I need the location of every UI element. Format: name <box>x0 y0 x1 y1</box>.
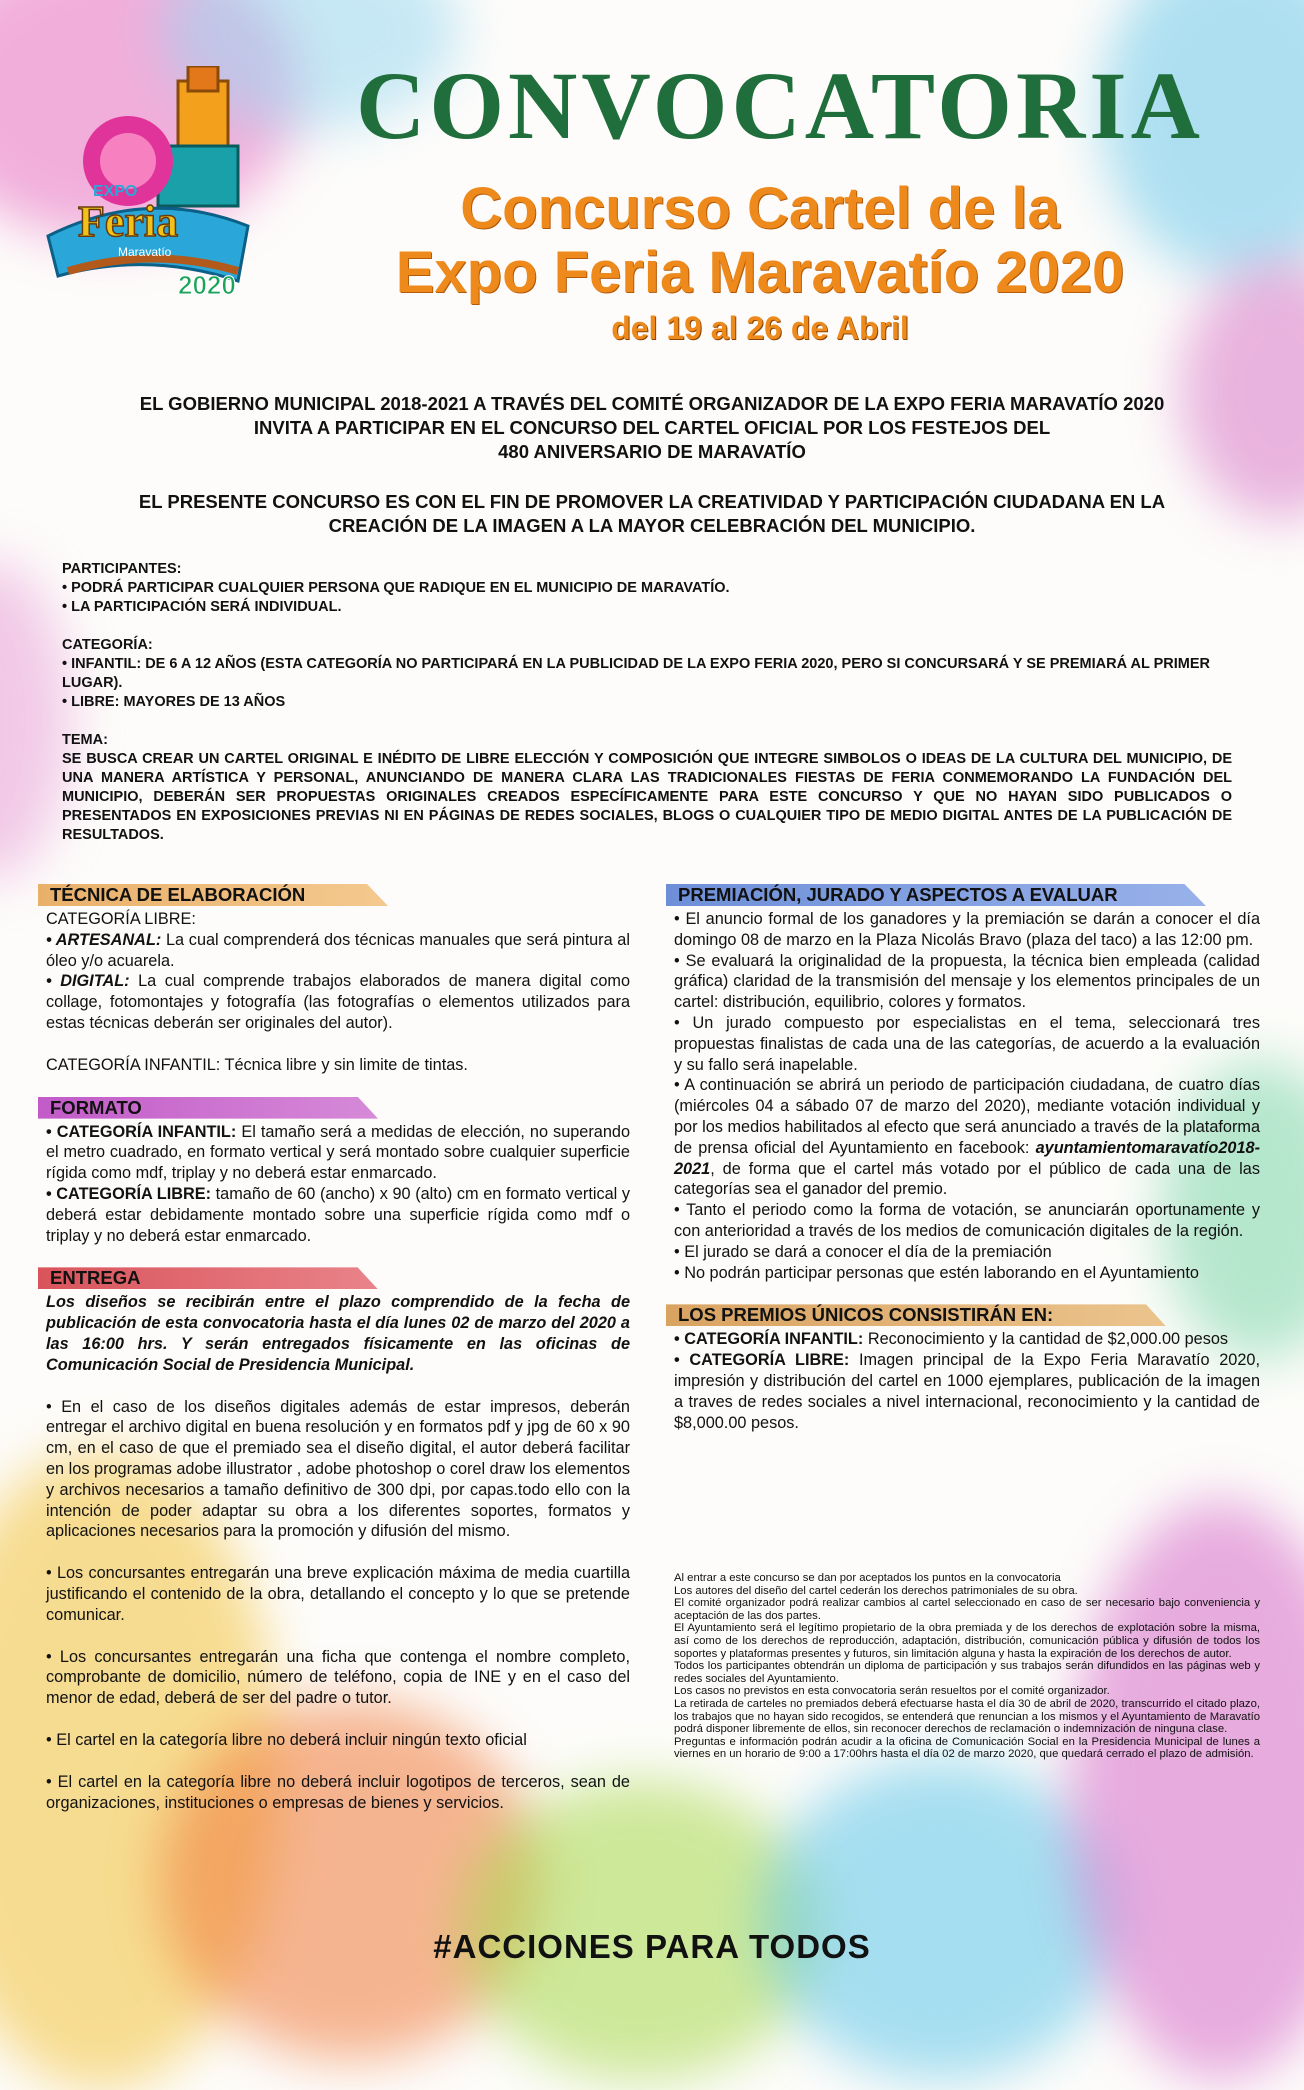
intro-paragraph-2: EL PRESENTE CONCURSO ES CON EL FIN DE PROMOVER LA CREATIVIDAD Y PARTICIPACIÓN CIUDADANA EN LA CREACIÓN DE LA IMAGEN A LA MAYOR CELEBRACIÓN DEL MUNICIPIO. <box>138 491 1166 536</box>
entrega-item: • El cartel en la categoría libre no deberá incluir ningún texto oficial <box>46 1730 527 1749</box>
premiacion-item: • No podrán participar personas que estén laborando en el Ayuntamiento <box>674 1263 1199 1282</box>
legal-note: Al entrar a este concurso se dan por aceptados los puntos en la convocatoria <box>674 1572 1061 1584</box>
entrega-item: • Los concursantes entregarán una ficha que contenga el nombre completo, comprobante de domicilio, número de teléfono, copia de INE y en el caso del menor de edad, deberá de ser del padre o tutor. <box>46 1647 630 1708</box>
tecnica-infantil: CATEGORÍA INFANTIL: Técnica libre y sin limite de tintas. <box>46 1055 468 1074</box>
legal-note: La retirada de carteles no premiados deberá efectuarse hasta el día 30 de abril de 2020, transcurrido el citado plazo, los trabajos que no hayan sido recogidos, se entenderá que renuncian a los mismos y el Ayuntamiento de Maravatío podrá disponer libremente de ellos, sin reconocer derechos de reclamación o indemnización de ninguna clase. <box>674 1697 1260 1736</box>
entrega-heading: ENTREGA <box>46 1267 630 1289</box>
participantes-heading: PARTICIPANTES: <box>62 561 182 577</box>
categoria-item: • INFANTIL: DE 6 A 12 AÑOS (ESTA CATEGORÍA NO PARTICIPARÁ EN LA PUBLICIDAD DE LA EXPO FERIA 2020, PERO SI CONCURSARÁ Y SE PREMIARÁ AL PRIMER LUGAR). <box>62 656 1211 691</box>
entrega-lead: Los diseños se recibirán entre el plazo comprendido de la fecha de publicación de esta convocatoria hasta el día lunes 02 de marzo del 2020 a las 16:00 hrs. Y serán entregados físicamente en las oficinas de Comunicación Social de Presidencia Municipal. <box>46 1293 630 1374</box>
legal-note: El Ayuntamiento será el legítimo propietario de la obra premiada y de los derechos de explotación sobre la misma, así como de los derechos de reproducción, adaptación, distribución, comunicación pública y difusión de todos los soportes y plataformas presentes y futuros, sin limitación alguna y hasta la expiración de los derechos de autor. <box>674 1622 1260 1660</box>
participantes-item: • LA PARTICIPACIÓN SERÁ INDIVIDUAL. <box>62 599 342 615</box>
tema-text: SE BUSCA CREAR UN CARTEL ORIGINAL E INÉDITO DE LIBRE ELECCIÓN Y COMPOSICIÓN QUE INTEGRE SIMBOLOS O IDEAS DE LA CULTURA DEL MUNICIPIO, DE UNA MANERA ARTÍSTICA Y PERSONAL, ANUNCIANDO DE MANERA CLARA LAS TRADICIONALES FIESTAS DE FERIA CONMEMORANDO LA FUNDACIÓN DEL MUNICIPIO, DEBERÁN SER PROPUESTAS ORIGINALES CREADOS ESPECÍFICAMENTE PARA ESTE CONCURSO Y QUE NO HAYAN SIDO PUBLICADOS O PRESENTADOS EN EXPOSICIONES PREVIAS NI EN PÁGINAS DE REDES SOCIALES, BLOGS O CUALQUIER TIPO DE MEDIO DIGITAL ANTES DE LA PUBLICACIÓN DE RESULTADOS. <box>62 751 1232 843</box>
premiacion-item: • El anuncio formal de los ganadores y la premiación se darán a conocer el día domingo 08 de marzo en la Plaza Nicolás Bravo (plaza del taco) a las 12:00 pm. <box>674 910 1260 949</box>
premiacion-item: • Se evaluará la originalidad de la propuesta, la técnica bien empleada (calidad gráfica) claridad de la transmisión del mensaje y los elementos principales de un cartel: distribución, equilibrio, colores y formatos. <box>674 951 1260 1012</box>
logo-expo: EXPO <box>93 183 138 200</box>
formato-heading: FORMATO <box>46 1097 630 1119</box>
legal-note: Preguntas e información podrán acudir a la oficina de Comunicación Social en la Presidencia Municipal de lunes a viernes en un horario de 9:00 a 17:00hrs hasta el día 02 de marzo 2020, que quedará cerrado el plazo de admisión. <box>674 1735 1260 1761</box>
premiacion-voting: • A continuación se abrirá un periodo de participación ciudadana, de cuatro días (miércoles 04 a sábado 07 de marzo del 2020), mediante votación individual y por los medios habilitados al efecto que será anunciado a través de la plataforma de prensa oficial del Ayuntamiento en facebook: ayuntamientomaravatío2018-2021, de forma que el cartel más votado por el público de cada una de las categorías sea el ganador del premio. <box>674 1076 1260 1199</box>
tema-section <box>62 731 1232 845</box>
entrega-item: • En el caso de los diseños digitales además de estar impresos, deberán entregar el archivo digital en buena resolución y en formatos pdf y jpg de 60 x 90 cm, en el caso de que el premiado sea el diseño digital, el autor deberá facilitar en los programas adobe illustrator , adobe photoshop o corel draw los elementos y archivos necesarios a tamaño definitivo de 300 dpi, por capas.todo ello con la intención de poder adaptar su obra a los diferentes soportes, formatos y aplicaciones necesarios para la promoción y difusión del mismo. <box>46 1397 630 1541</box>
tema-heading: TEMA: <box>62 732 108 748</box>
legal-note: Los casos no previstos en esta convocatoria serán resueltos por el comité organizador. <box>674 1685 1110 1698</box>
premiacion-item: • Tanto el periodo como la forma de votación, se anunciarán oportunamente y con anterioridad a través de los medios de comunicación digitales de la región. <box>674 1201 1260 1240</box>
legal-note: Todos los participantes obtendrán un diploma de participación y sus trabajos serán difundidos en las páginas web y redes sociales del Ayuntamiento. <box>674 1660 1260 1685</box>
subtitle-line-1: Concurso Cartel de la <box>460 176 1060 241</box>
page-title: CONVOCATORIA <box>356 52 1204 159</box>
logo-feria: Feria <box>78 197 179 246</box>
legal-note: El comité organizador podrá realizar cambios al cartel seleccionado en caso de ser necesario bajo conveniencia y aceptación de las dos partes. <box>674 1597 1260 1622</box>
premiacion-heading: PREMIACIÓN, JURADO Y ASPECTOS A EVALUAR <box>674 884 1260 906</box>
categoria-item: • LIBRE: MAYORES DE 13 AÑOS <box>62 694 286 710</box>
footer-hashtag: #ACCIONES PARA TODOS <box>433 1928 871 1965</box>
right-column: PREMIACIÓN, JURADO Y ASPECTOS A EVALUAR • El anuncio formal de los ganadores y la premiación se darán a conocer el día domingo 08 de marzo en la Plaza Nicolás Bravo (plaza del taco) a las 12:00 pm. • Se evaluará la originalidad de la propuesta, la técnica bien empleada (calidad gráfica) claridad de la transmisión del mensaje y los elementos principales de un cartel: distribución, equilibrio, colores y formatos. • Un jurado compuesto por especialistas en el tema, seleccionará tres propuestas finalistas de cada una de las categorías, de acuerdo a la evaluación y su fallo será inapelable. • A continuación se abrirá un periodo de participación ciudadana, de cuatro días (miércoles 04 a sábado 07 de marzo del 2020), mediante votación individual y por los medios habilitados al efecto que será anunciado a través de la plataforma de prensa oficial del Ayuntamiento en facebook: ayuntamientomaravatío2018-2021, de forma que el cartel más votado por el público de cada una de las categorías sea el ganador del premio. • Tanto el periodo como la forma de votación, se anunciarán oportunamente y con anterioridad a través de los medios de comunicación digitales de la región. • El jurado se dará a conocer el día de la premiación • No podrán participar personas que estén laborando en el Ayuntamiento LOS PREMIOS ÚNICOS CONSISTIRÁN EN: • CATEGORÍA INFANTIL: Reconocimiento y la cantidad de $2,000.00 pesos • CATEGORÍA LIBRE: Imagen principal de la Expo Feria Maravatío 2020, impresión y distribución del cartel en 1000 ejemplares, publicación de la imagen a traves de redes sociales a nivel internacional, reconocimiento y la cantidad de $8,000.00 pesos. <box>674 884 1260 1433</box>
premios-heading: LOS PREMIOS ÚNICOS CONSISTIRÁN EN: <box>674 1304 1260 1326</box>
premiacion-item: • El jurado se dará a conocer el día de la premiación <box>674 1242 1052 1261</box>
premiacion-item: • Un jurado compuesto por especialistas en el tema, seleccionará tres propuestas finalistas de cada una de las categorías, de acuerdo a la evaluación y su fallo será inapelable. <box>674 1013 1260 1074</box>
entrega-item: • Los concursantes entregarán una breve explicación máxima de media cuartilla justificando el contenido de la obra, detallando el concepto y lo que se pretende comunicar. <box>46 1564 630 1624</box>
expo-feria-logo <box>38 66 268 306</box>
participantes-item: • PODRÁ PARTICIPAR CUALQUIER PERSONA QUE RADIQUE EN EL MUNICIPIO DE MARAVATÍO. <box>62 580 730 596</box>
left-column: TÉCNICA DE ELABORACIÓN CATEGORÍA LIBRE: • ARTESANAL: La cual comprenderá dos técnicas manuales que será pintura al óleo y/o acuarela. • DIGITAL: La cual comprende trabajos elaborados de manera digital como collage, fotomontajes y fotografía (las fotografías o elementos utilizados para estas técnicas deberán ser originales del autor). CATEGORÍA INFANTIL: Técnica libre y sin limite de tintas. FORMATO • CATEGORÍA INFANTIL: El tamaño será a medidas de elección, no superando el metro cuadrado, en formato vertical y será montado sobre cualquier superficie rígida como mdf, triplay y no deberá estar enmarcado. • CATEGORÍA LIBRE: tamaño de 60 (ancho) x 90 (alto) cm en formato vertical y deberá estar debidamente montado sobre una superficie rígida como mdf o triplay y no deberá estar enmarcado. ENTREGA Los diseños se recibirán entre el plazo comprendido de la fecha de publicación de esta convocatoria hasta el día lunes 02 de marzo del 2020 a las 16:00 hrs. Y serán entregados físicamente en las oficinas de Comunicación Social de Presidencia Municipal. • En el caso de los diseños digitales además de estar impresos, deberán entregar el archivo digital en buena resolución y en formatos pdf y jpg de 60 x 90 cm, en el caso de que el premiado sea el diseño digital, el autor deberá facilitar en los programas adobe illustrator , adobe photoshop o corel draw los elementos y archivos necesarios a tamaño definitivo de 300 dpi, por capas.todo ello con la intención de poder adaptar su obra a los diferentes soportes, formatos y aplicaciones necesarios para la promoción y difusión del mismo. • Los concursantes entregarán una breve explicación máxima de media cuartilla justificando el contenido de la obra, detallando el concepto y lo que se pretende comunicar. • Los concursantes entregarán una ficha que contenga el nombre completo, comprobante de domicilio, número de teléfono, copia de INE y en el caso del menor de edad, deberá de ser del padre o tutor. • El cartel en la categoría libre no deberá incluir ningún texto oficial • El cartel en la categoría libre no deberá incluir logotipos de terceros, sean de organizaciones, instituciones o empresas de bienes y servicios. <box>46 884 630 1813</box>
logo-year: 2020 <box>178 270 236 300</box>
participantes-section <box>62 560 1232 617</box>
subtitle-line-2: Expo Feria Maravatío 2020 <box>395 240 1125 305</box>
entrega-item: • El cartel en la categoría libre no deberá incluir logotipos de terceros, sean de organizaciones, instituciones o empresas de bienes y servicios. <box>46 1772 630 1812</box>
categoria-heading: CATEGORÍA: <box>62 637 153 653</box>
logo-maravatio: Maravatío <box>118 245 172 259</box>
legal-notes <box>674 1572 1260 1761</box>
tecnica-heading: TÉCNICA DE ELABORACIÓN <box>46 884 630 906</box>
intro-paragraph-1: EL GOBIERNO MUNICIPAL 2018-2021 A TRAVÉS DEL COMITÉ ORGANIZADOR DE LA EXPO FERIA MARAVATÍO 2020 INVITA A PARTICIPAR EN EL CONCURSO DEL CARTEL OFICIAL POR LOS FESTEJOS DEL 480 ANIVERSARIO DE MARAVATÍO <box>139 393 1165 462</box>
tecnica-sub: CATEGORÍA LIBRE: <box>46 910 196 928</box>
categoria-section <box>62 636 1232 712</box>
event-dates: del 19 al 26 de Abril <box>611 310 909 346</box>
legal-note: Los autores del diseño del cartel cederán los derechos patrimoniales de su obra. <box>674 1584 1078 1597</box>
